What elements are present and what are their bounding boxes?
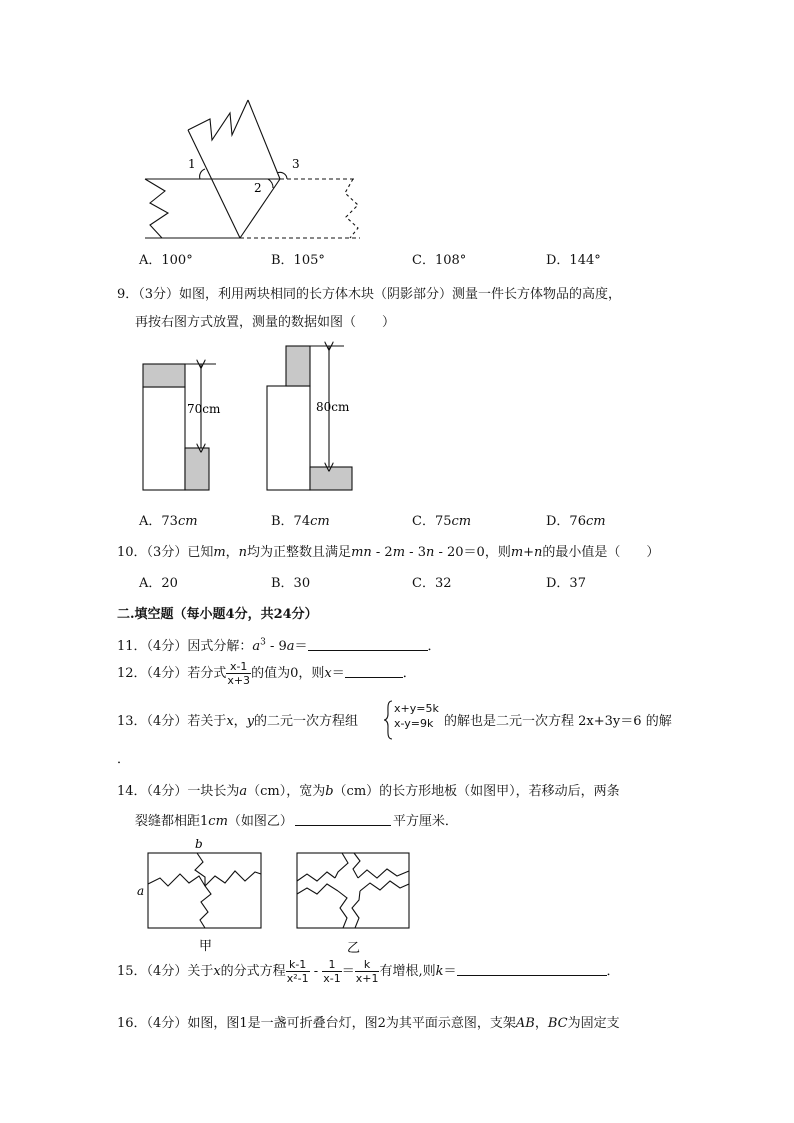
- q9-question-line2: 再按右图方式放置，测量的数据如图（ ）: [135, 315, 396, 330]
- q9-unit-b: cm: [310, 514, 330, 529]
- q9-diagram: [138, 340, 358, 500]
- q14-diagram: [135, 836, 425, 956]
- q12-question: 12．（4分）若分式 $\frac{x-1}{x+3}$ 的值为0，则x＝ ．: [117, 660, 416, 687]
- q9-option-b[interactable]: B．74cm: [271, 514, 330, 529]
- q10-option-d[interactable]: D．37: [546, 576, 586, 591]
- q9-label-70cm: 70cm: [187, 402, 221, 416]
- q9-unit-a: cm: [177, 514, 198, 529]
- q10-option-c[interactable]: C．32: [412, 576, 452, 591]
- q13-brace: [383, 700, 393, 740]
- q15-fraction-3: $\frac{k}{x+1}$: [355, 958, 379, 985]
- q15-question: 15．（4分）关于x的分式方程 $\frac{k-1}{\text{x²-1}}$ - $\frac{1}{x-1}$ ＝ $\frac{k}{x+1}$ 有增根,则k＝ ．: [117, 958, 620, 985]
- q14-label-yi: 乙: [347, 941, 361, 956]
- q14-label-b: b: [195, 837, 203, 851]
- q10-question: 10．（3分）已知m，n均为正整数且满足mn - 2m - 3n - 20＝0，则m+n的最小值是（ ）: [117, 545, 660, 560]
- q9-option-c[interactable]: C．75cm: [412, 514, 472, 529]
- q9-unit-d: cm: [585, 514, 606, 529]
- q15-answer-blank[interactable]: [457, 963, 607, 976]
- q8-figure: [140, 95, 370, 245]
- q13-question-tail: 的解也是二元一次方程 2x+3y＝6 的解: [444, 714, 672, 729]
- angle-1-label: 1: [188, 157, 196, 171]
- q15-fraction-2: $\frac{1}{x-1}$: [323, 958, 341, 985]
- q13-period: ．: [117, 752, 131, 767]
- q11-answer-blank[interactable]: [308, 638, 428, 651]
- q9-question-line1: 9．（3分）如图，利用两块相同的长方体木块（阴影部分）测量一件长方体物品的高度，: [117, 287, 622, 302]
- angle-2-label: 2: [254, 181, 262, 195]
- q14-question-line2: 裂缝都相距1cm（如图乙） 平方厘米．: [135, 814, 458, 829]
- q14-question-line1: 14．（4分）一块长为a（cm），宽为b（cm）的长方形地板（如图甲），若移动后，两条: [117, 784, 620, 799]
- q14-label-jia: 甲: [199, 939, 213, 954]
- q9-option-a[interactable]: A．73cm: [139, 514, 198, 529]
- q11-question: 11．（4分）因式分解：$a^3 - 9a=$ ．: [117, 637, 441, 654]
- q9-label-80cm: 80cm: [316, 400, 350, 414]
- q8-diagram: [140, 95, 370, 245]
- q13-equation-system: x+y=5k x-y=9k: [394, 702, 439, 730]
- q12-answer-blank[interactable]: [345, 665, 403, 678]
- q14-label-a: a: [137, 884, 145, 898]
- q10-option-a[interactable]: A．20: [139, 576, 178, 591]
- q13-question: 13．（4分）若关于x，y的二元一次方程组: [117, 714, 359, 729]
- q8-option-c[interactable]: C．108°: [412, 253, 467, 268]
- q14-figure: [135, 836, 425, 956]
- section-fill-in-heading: 二.填空题（每小题4分，共24分）: [117, 607, 318, 622]
- q12-fraction: $\frac{x-1}{x+3}$: [227, 660, 251, 687]
- q9-unit-c: cm: [451, 514, 472, 529]
- q15-fraction-1: $\frac{k-1}{\text{x²-1}}$: [286, 958, 309, 985]
- angle-3-label: 3: [292, 157, 300, 171]
- q9-figure: [138, 340, 358, 500]
- q8-option-b[interactable]: B．105°: [271, 253, 325, 268]
- q8-option-a[interactable]: A．100°: [139, 253, 193, 268]
- q16-question: 16．（4分）如图，图1是一盏可折叠台灯，图2为其平面示意图，支架AB，BC为固定支: [117, 1016, 620, 1031]
- q14-answer-blank[interactable]: [295, 813, 391, 826]
- q8-option-d[interactable]: D．144°: [546, 253, 601, 268]
- q9-option-d[interactable]: D．76cm: [546, 514, 606, 529]
- q10-option-b[interactable]: B．30: [271, 576, 311, 591]
